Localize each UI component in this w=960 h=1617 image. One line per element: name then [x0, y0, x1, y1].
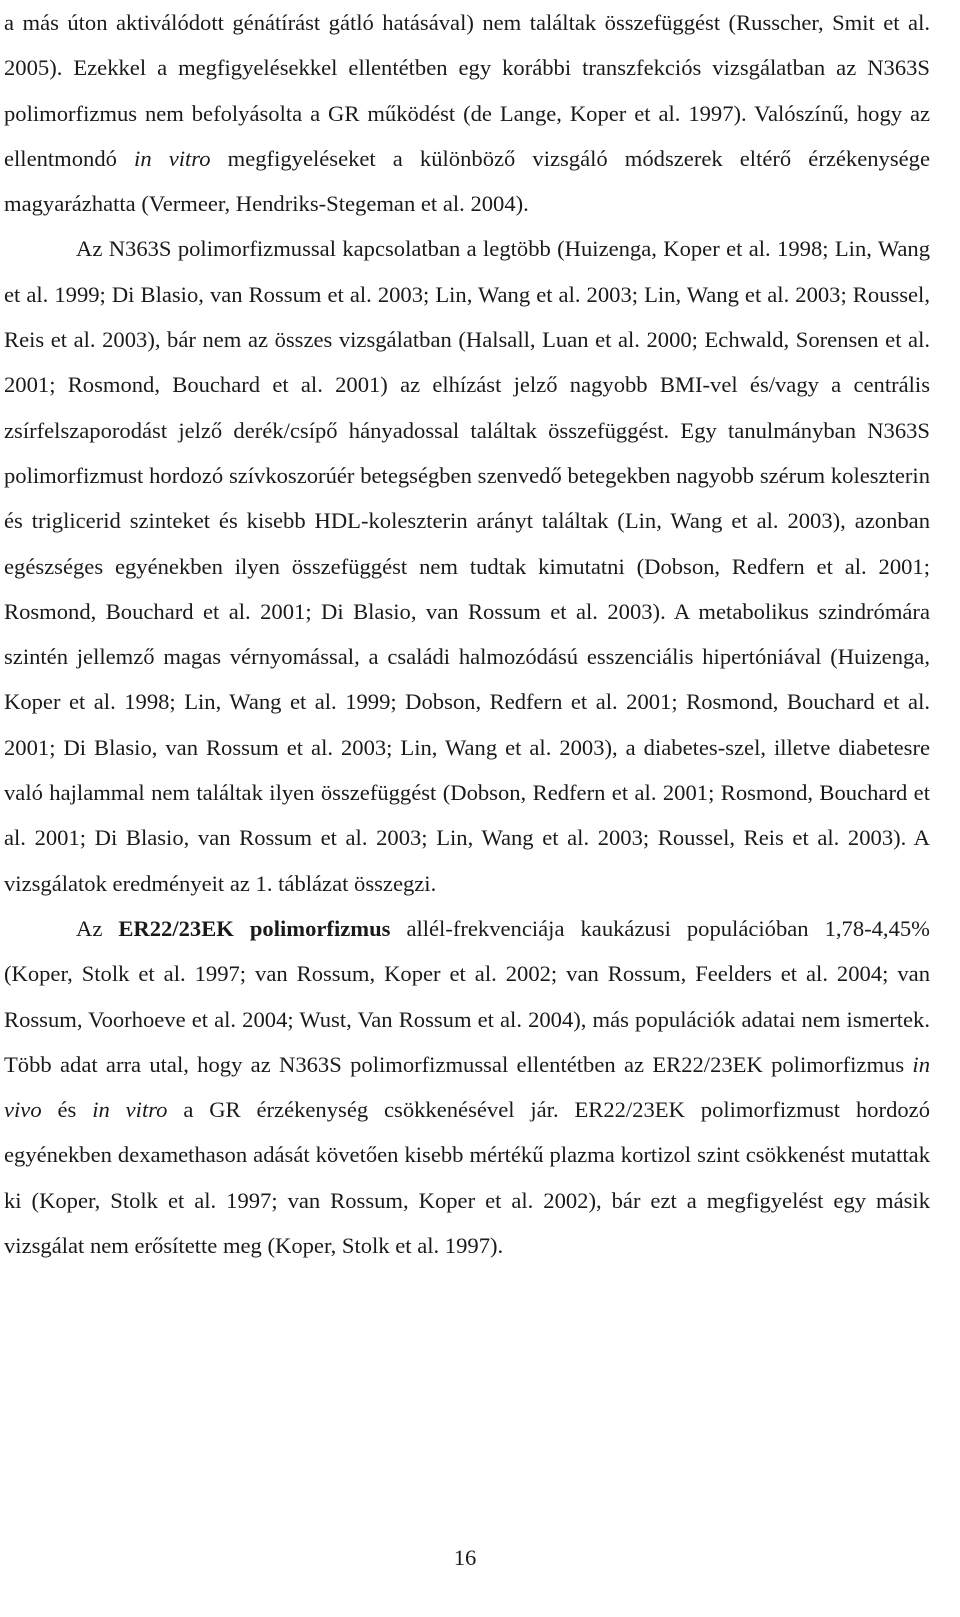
paragraph-3-text-start: Az — [76, 915, 119, 941]
paragraph-3-italic-in-vitro: in vitro — [92, 1097, 168, 1123]
paragraph-3-bold-term: ER22/23EK polimorfizmus — [118, 915, 391, 941]
paragraph-3-text-and: és — [41, 1097, 93, 1123]
paragraph-2-text: Az N363S polimorfizmussal kapcsolatban a legtöbb (Huizenga, Koper et al. 1998; Lin, Wang et al. 1999; Di Blasio, van Rossum et al. 2003; Lin, Wang et al. 2003; Lin, Wang et al. 2003; Roussel, Reis et al. 2003), bár nem az összes vizsgálatban (Halsall, Luan et al. 2000; Echwald, Sorensen et al. 2001; Rosmond, Bouchard et al. 2001) az elhízást jelző nagyobb BMI-vel és/vagy a centrális zsírfelszaporodást jelző derék/csípő hányadossal találtak összefüggést. Egy tanulmányban N363S polimorfizmust hordozó szívkoszorúér betegségben szenvedő betegekben nagyobb szérum koleszterin és triglicerid szinteket és kisebb HDL-koleszterin arányt találtak (Lin, Wang et al. 2003), azonban egészséges egyénekben ilyen összefüggést nem tudtak kimutatni (Dobson, Redfern et al. 2001; Rosmond, Bouchard et al. 2001; Di Blasio, van Rossum et al. 2003). A metabolikus szindrómára szintén jellemző magas vérnyomással, a családi halmozódású esszenciális hipertóniával (Huizenga, Koper et al. 1998; Lin, Wang et al. 1999; Dobson, Redfern et al. 2001; Rosmond, Bouchard et al. 2001; Di Blasio, van Rossum et al. 2003; Lin, Wang et al. 2003), a diabetes-szel, illetve diabetesre való hajlammal nem találtak ilyen összefüggést (Dobson, Redfern et al. 2001; Rosmond, Bouchard et al. 2001; Di Blasio, van Rossum et al. 2003; Lin, Wang et al. 2003; Roussel, Reis et al. 2003). A vizsgálatok eredményeit az 1. táblázat összegzi. — [4, 236, 930, 896]
paragraph-2 — [4, 226, 930, 905]
body-text — [4, 0, 930, 1268]
paragraph-3-italic-in-vivo: in vivo — [4, 1051, 930, 1123]
paragraph-1 — [4, 0, 930, 226]
page-number: 16 — [453, 1545, 477, 1570]
paragraph-3 — [4, 906, 930, 1268]
paragraph-1-text: a más úton aktiválódott génátírást gátló hatásával) nem találtak összefüggést (Russcher, Smit et al. 2005). Ezekkel a megfigyelésekkel ellentétben egy korábbi transzfekciós vizsgálatban az N363S polimorfizmus nem befolyásolta a GR működést (de Lange, Koper et al. 1997). Valószínű, hogy az ellentmondó — [4, 10, 930, 171]
paragraph-3-text-end: a GR érzékenység csökkenésével jár. ER22/23EK polimorfizmust hordozó egyénekben dexamethason adását követően kisebb mértékű plazma kortizol szint csökkenést mutattak ki (Koper, Stolk et al. 1997; van Rossum, Koper et al. 2002), bár ezt a megfigyelést egy másik vizsgálat nem erősítette meg (Koper, Stolk et al. 1997). — [4, 1097, 930, 1259]
paragraph-1-italic-in-vitro: in vitro — [134, 145, 211, 171]
paragraph-1-text-end: megfigyeléseket a különböző vizsgáló módszerek eltérő érzékenysége magyarázhatta (Vermeer, Hendriks-Stegeman et al. 2004). — [4, 145, 930, 217]
paragraph-3-text-middle: allél-frekvenciája kaukázusi populációban 1,78-4,45% (Koper, Stolk et al. 1997; van Rossum, Koper et al. 2002; van Rossum, Feelders et al. 2004; van Rossum, Voorhoeve et al. 2004; Wust, Van Rossum et al. 2004), más populációk adatai nem ismertek. Több adat arra utal, hogy az N363S polimorfizmussal ellentétben az ER22/23EK polimorfizmus — [4, 915, 930, 1077]
